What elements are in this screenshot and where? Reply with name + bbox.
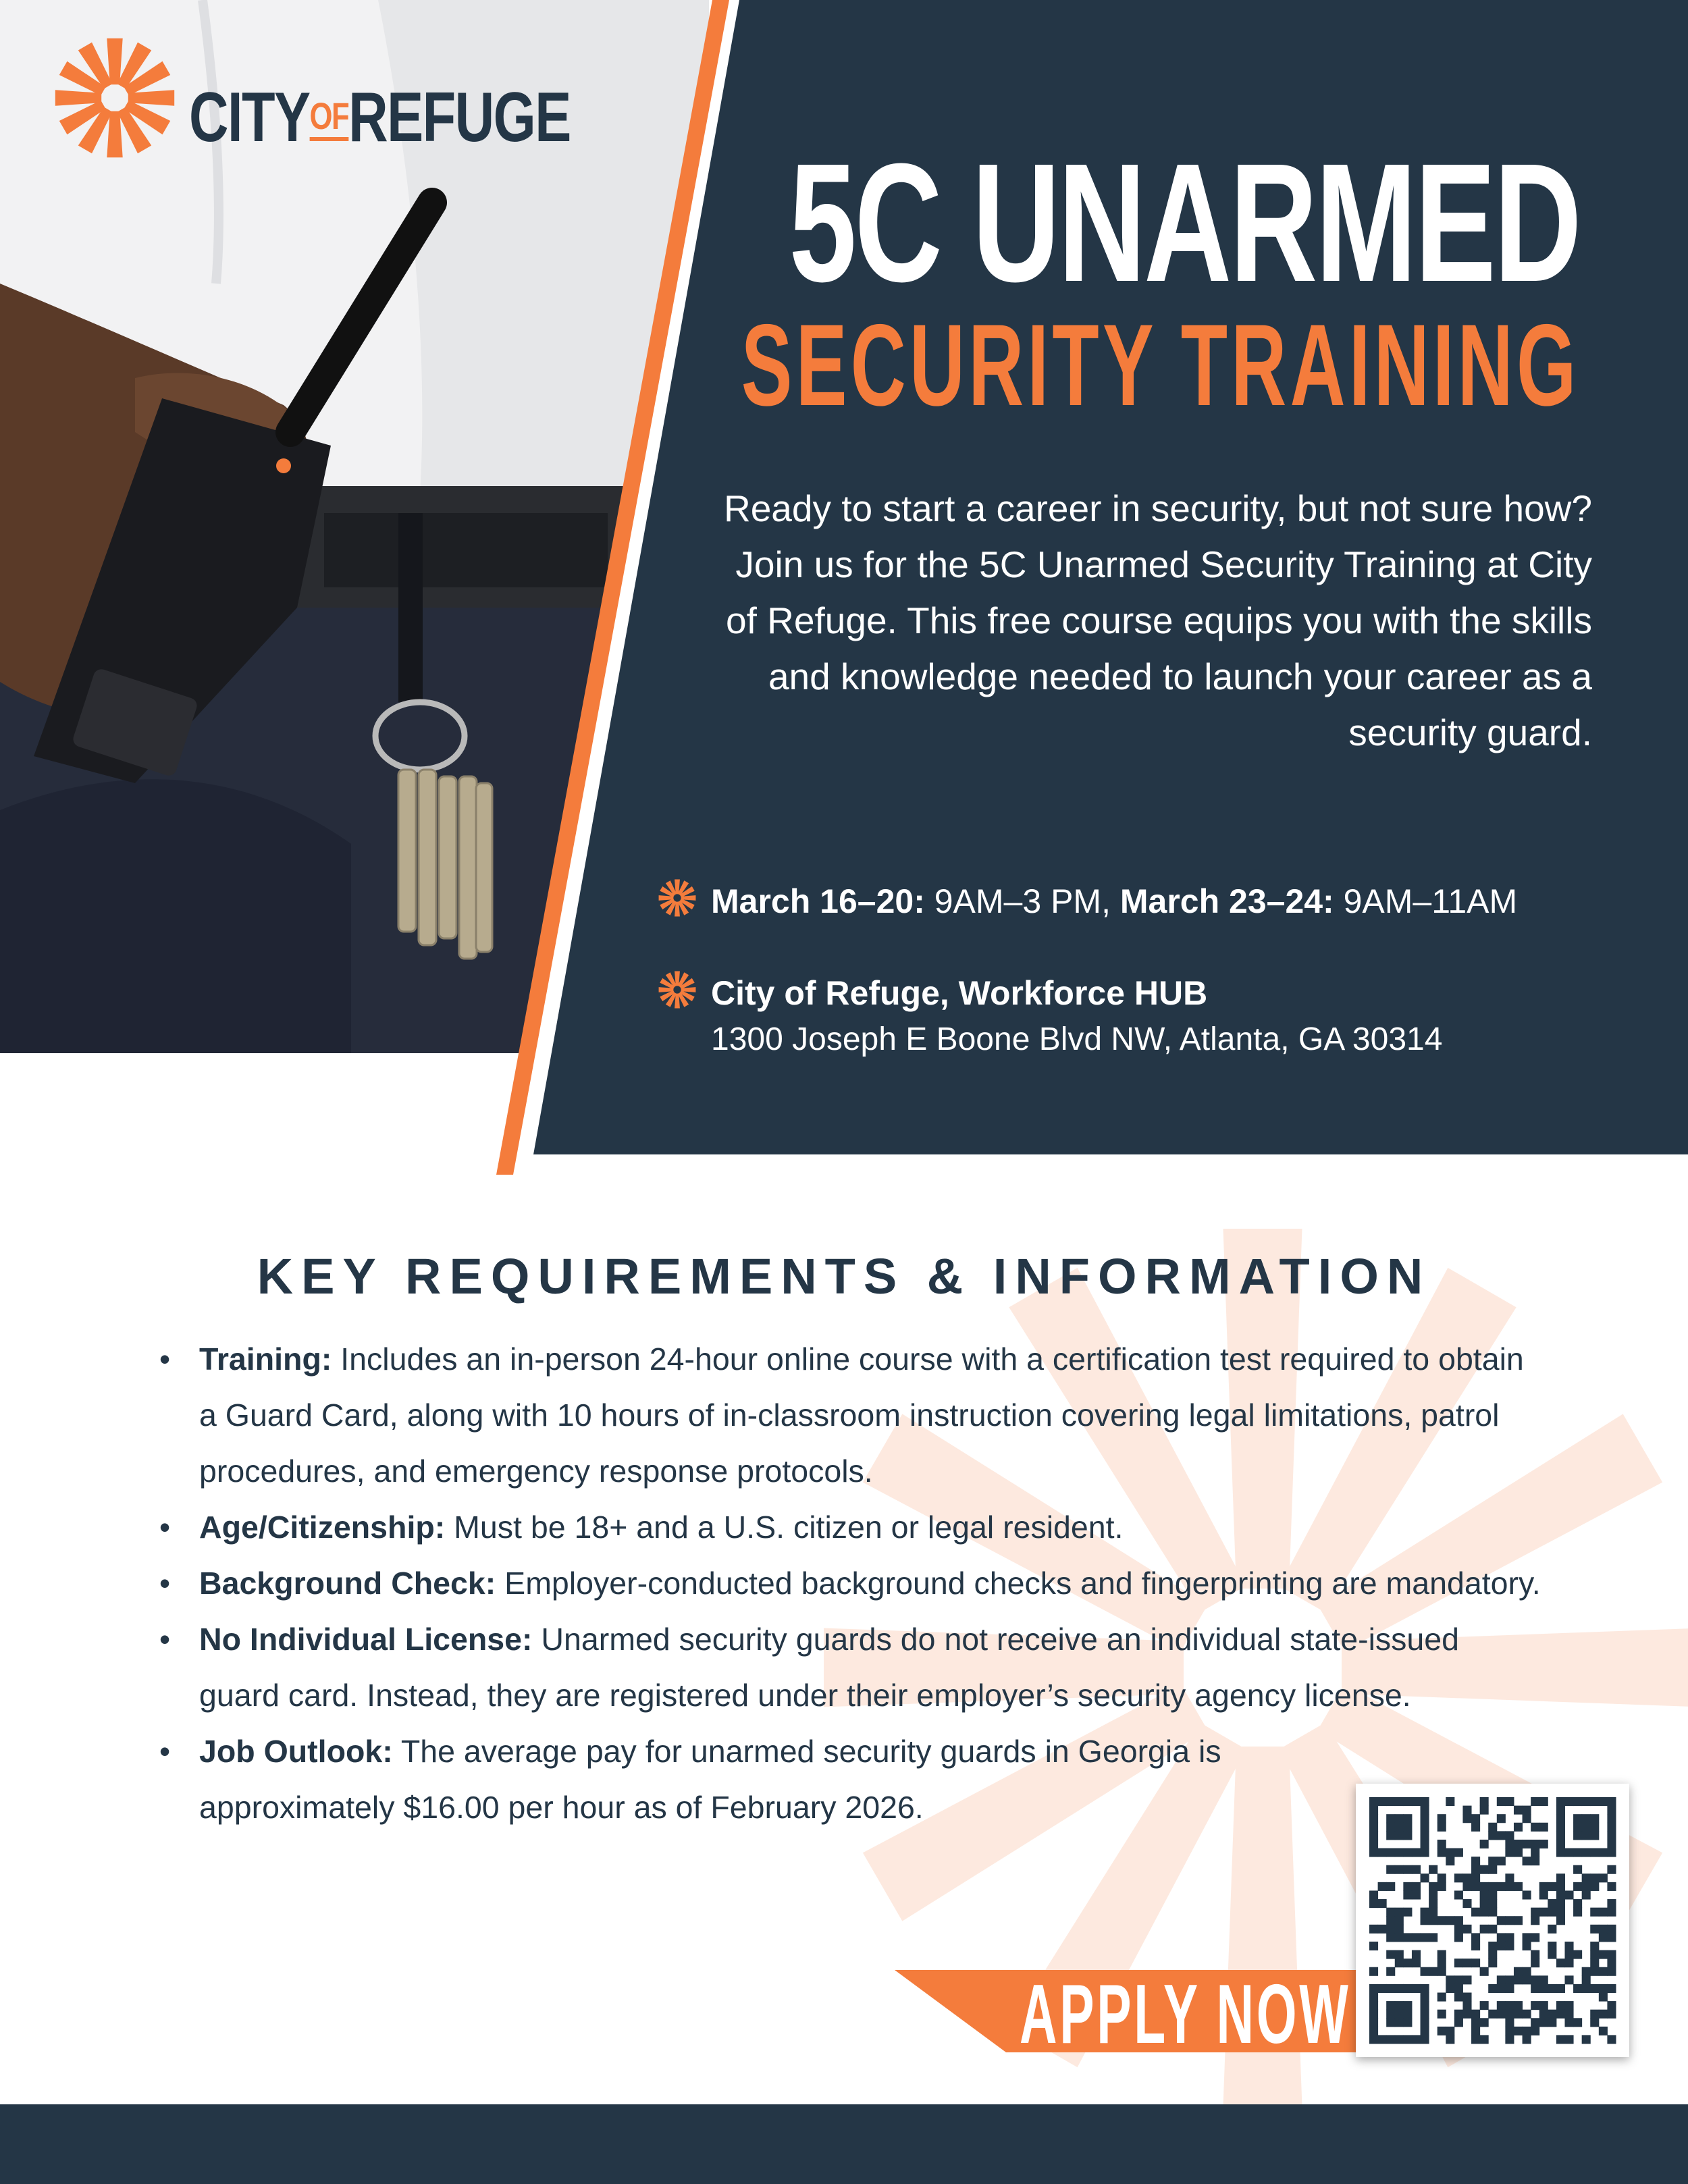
list-item bbox=[155, 1331, 1550, 1499]
requirements-heading: KEY REQUIREMENTS & INFORMATION bbox=[257, 1248, 1431, 1304]
title-line-2: SECURITY TRAINING bbox=[741, 300, 1580, 430]
venue-name: City of Refuge, Workforce HUB bbox=[711, 974, 1208, 1012]
date-label-1: March 16–20: bbox=[711, 882, 925, 920]
intro-paragraph: Ready to start a career in security, but not sure how? Join us for the 5C Unarmed Security Training at City of Refuge. This free course equips you with the skills and knowledge needed to launch your career as a security guard. bbox=[723, 487, 1592, 753]
asterisk-bullet-icon bbox=[658, 879, 696, 917]
list-item bbox=[155, 1555, 1550, 1612]
asterisk-logo-icon bbox=[54, 37, 176, 159]
logo-wordmark: CITYOFREFUGE bbox=[189, 78, 571, 157]
item-text: Includes an in-person 24-hour online course with a certification test required to obtain a Guard Card, along with 10 hours of in-classroom instruction covering legal limitations, patrol procedures, and emergency response protocols. bbox=[199, 1341, 1524, 1489]
item-text: The average pay for unarmed security guards in Georgia is approximately $16.00 per hour as of February 2026. bbox=[199, 1734, 1221, 1825]
item-label: Training: bbox=[199, 1341, 332, 1377]
item-label: No Individual License: bbox=[199, 1622, 533, 1657]
item-label: Job Outlook: bbox=[199, 1734, 393, 1769]
time-1: 9AM–3 PM, bbox=[924, 882, 1120, 920]
city-of-refuge-logo bbox=[54, 37, 571, 172]
qr-code-icon[interactable] bbox=[1356, 1784, 1629, 2057]
event-venue bbox=[658, 971, 1207, 1013]
item-label: Age/Citizenship: bbox=[199, 1510, 446, 1545]
item-text: Employer-conducted background checks and fingerprinting are mandatory. bbox=[496, 1566, 1541, 1601]
footer-bar bbox=[0, 2104, 1688, 2184]
item-label: Background Check: bbox=[199, 1566, 496, 1601]
item-text: Must be 18+ and a U.S. citizen or legal resident. bbox=[445, 1510, 1124, 1545]
requirements-list bbox=[155, 1331, 1560, 1836]
list-item bbox=[155, 1499, 1550, 1555]
asterisk-bullet-icon bbox=[658, 971, 696, 1009]
date-label-2: March 23–24: bbox=[1119, 882, 1334, 920]
time-2: 9AM–11AM bbox=[1334, 882, 1518, 920]
list-item bbox=[155, 1612, 1523, 1724]
item-text: Unarmed security guards do not receive an individual state-issued guard card. Instead, they are registered under their employer’s security agency license. bbox=[199, 1622, 1459, 1713]
list-item bbox=[155, 1724, 1280, 1836]
qr-code-graphic bbox=[1356, 1784, 1629, 2057]
title-line-1: 5C UNARMED bbox=[789, 128, 1580, 317]
event-dates bbox=[658, 879, 1517, 921]
apply-now-button[interactable]: APPLY NOW bbox=[1020, 1968, 1351, 2061]
venue-address: 1300 Joseph E Boone Blvd NW, Atlanta, GA 30314 bbox=[711, 1021, 1443, 1057]
